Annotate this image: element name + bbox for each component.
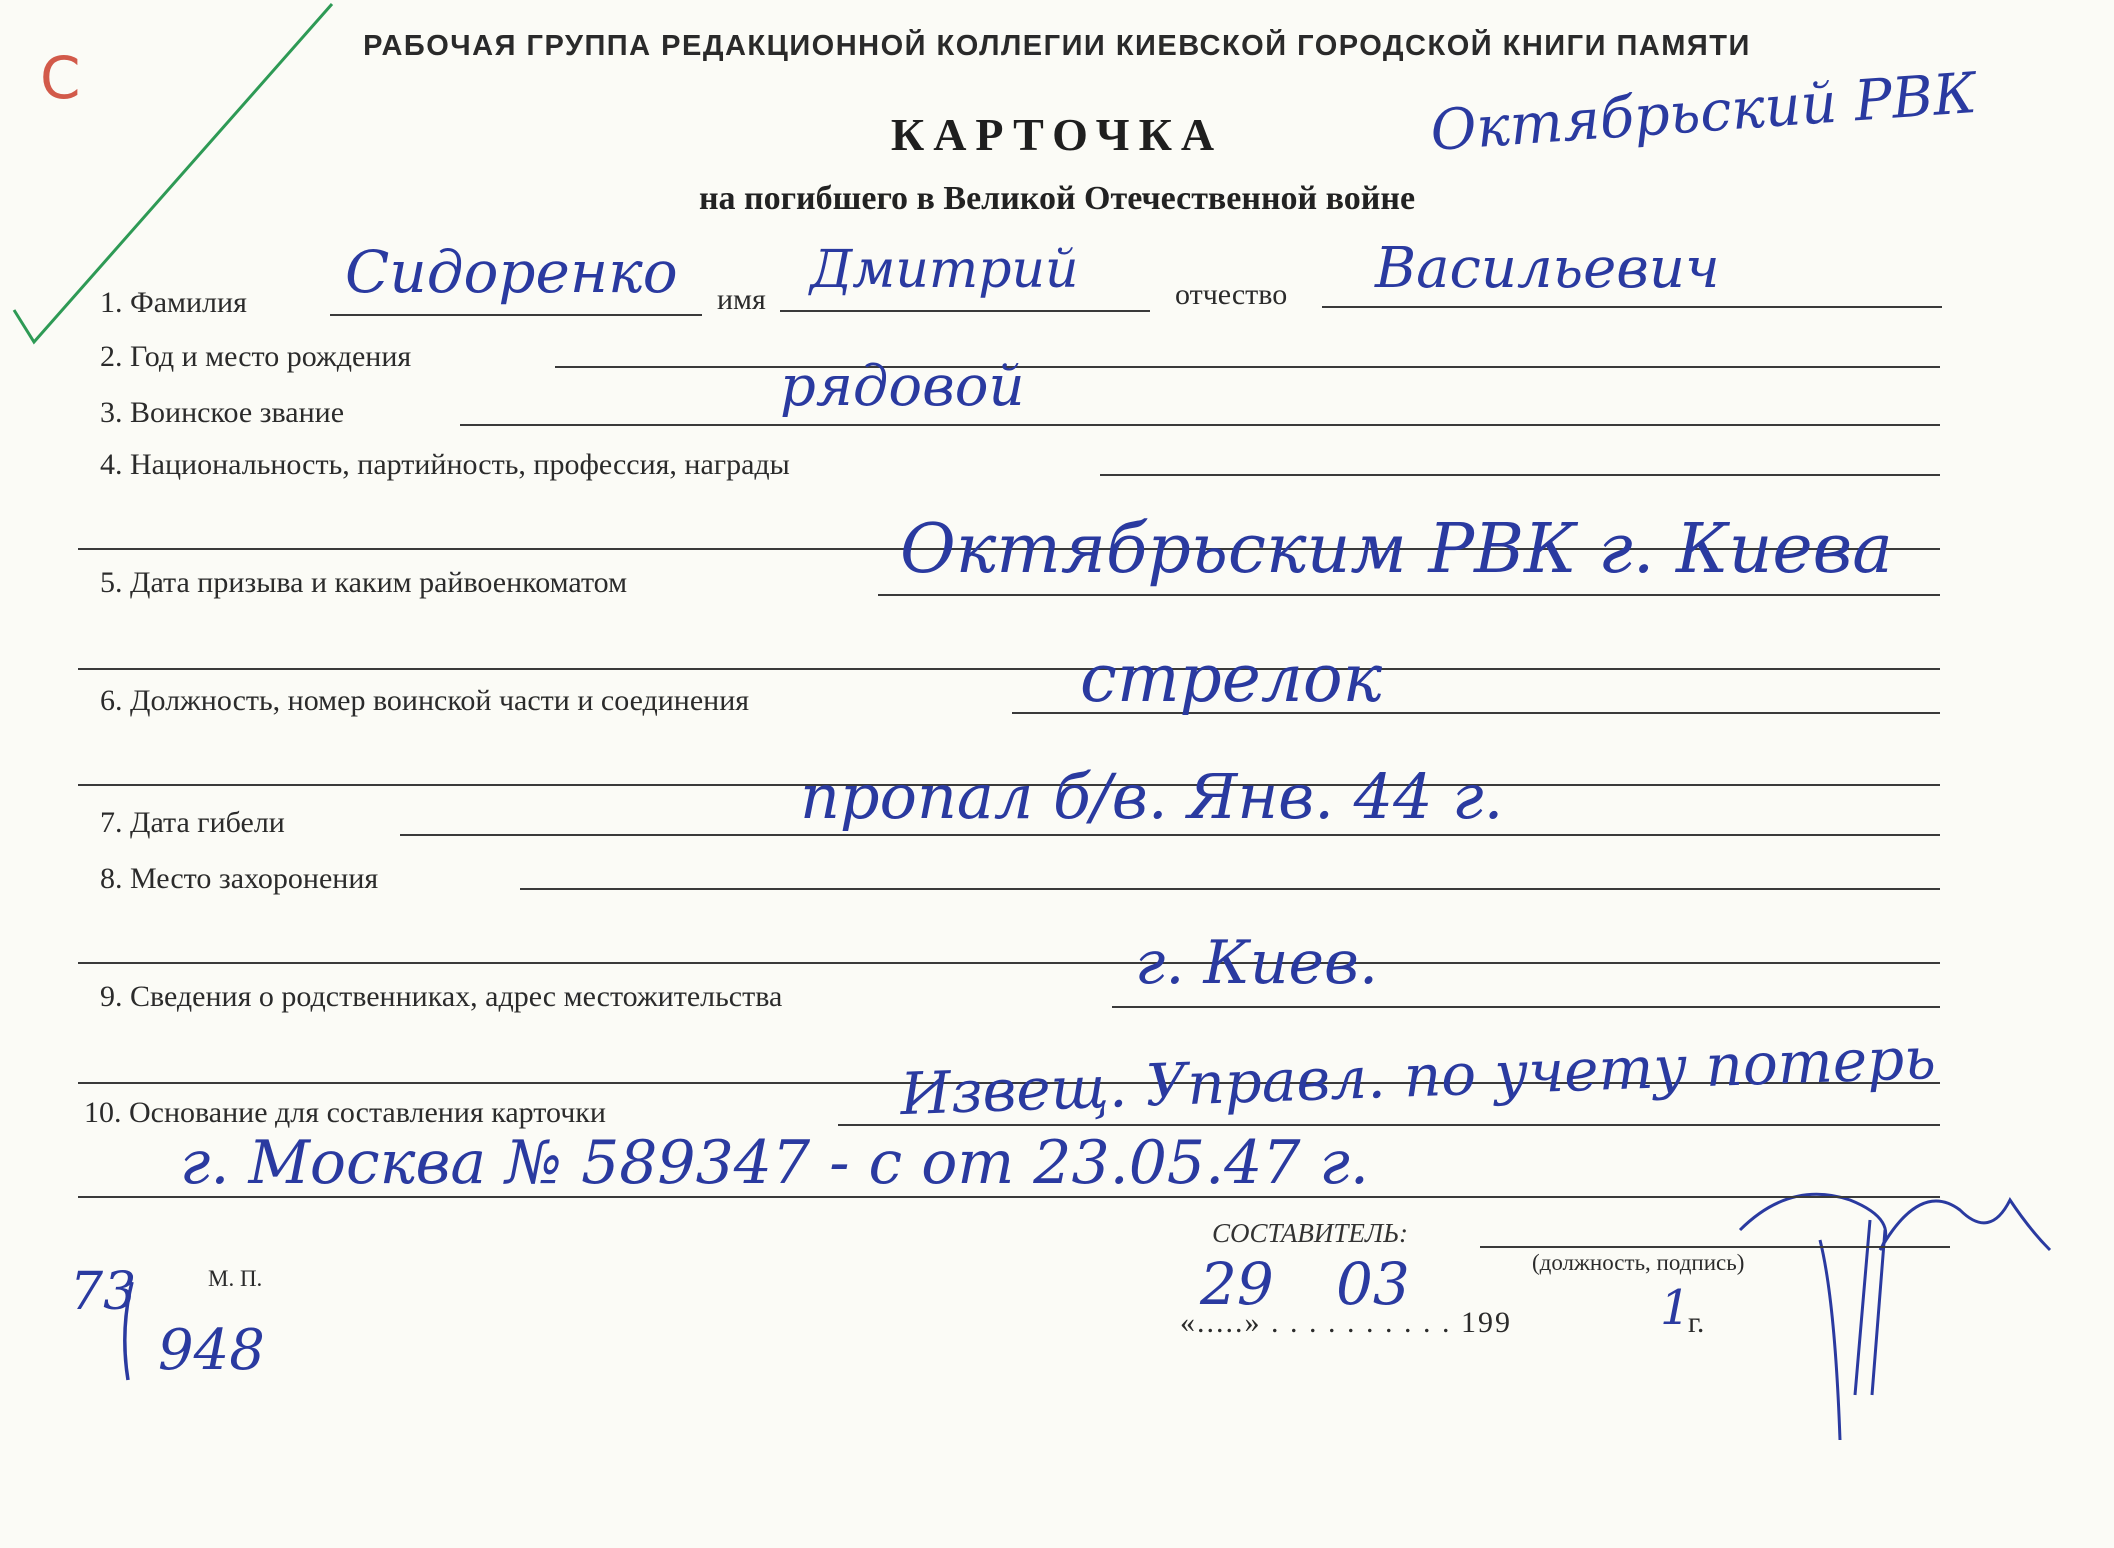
line-rank [460,424,1940,426]
compiler-label: СОСТАВИТЕЛЬ: [1212,1218,1409,1248]
line-name [780,310,1150,312]
date-year-digit: 1 [1660,1280,1691,1336]
value-rank: рядовой [780,354,1025,419]
line-birth [555,366,1940,368]
card-subtitle: на погибшего в Великой Отечественной войне [698,180,1416,217]
value-conscription: Октябрьским РВК г. Киева [900,510,1893,589]
line-patronymic [1322,306,1942,308]
date-day: 29 [1200,1250,1274,1318]
label-name: имя [717,283,766,316]
signature-scribble [1740,1194,2050,1440]
value-surname: Сидоренко [345,238,678,306]
line-burial-extra [78,962,1940,964]
compiler-hint: (должность, подпись) [1532,1250,1745,1275]
label-conscription: 5. Дата призыва и каким райвоенкоматом [100,566,628,599]
line-conscription [878,594,1940,596]
label-birth: 2. Год и место рождения [100,340,412,373]
line-relatives [1112,1006,1940,1008]
case-number-bottom: 948 [158,1318,265,1383]
label-basis: 10. Основание для составления карточки [84,1096,606,1129]
label-death-date: 7. Дата гибели [100,806,285,839]
value-patronymic: Васильевич [1375,236,1720,301]
red-letter-mark: С [40,44,81,112]
line-death-date [400,834,1940,836]
seal-place: М. П. [208,1266,263,1291]
value-basis-line2: г. Москва № 589347 - с от 23.05.47 г. [180,1128,1369,1198]
label-relatives: 9. Сведения о родственниках, адрес местожительства [100,980,783,1013]
district-note: Октябрьский РВК [1428,61,1979,164]
label-nationality: 4. Национальность, партийность, профессия, награды [100,448,790,481]
date-month: 03 [1336,1250,1410,1318]
organization-header: РАБОЧАЯ ГРУППА РЕДАКЦИОННОЙ КОЛЛЕГИИ КИЕВСКОЙ ГОРОДСКОЙ КНИГИ ПАМЯТИ [363,30,1751,62]
value-relatives: г. Киев. [1135,928,1379,998]
label-surname: 1. Фамилия [100,286,247,319]
value-basis-line1: Извещ. Управл. по учету потерь [899,1023,1937,1129]
value-name: Дмитрий [810,240,1079,300]
value-position: стрелок [1080,640,1383,717]
date-template: «.....» . . . . . . . . . . 199 [1180,1306,1512,1339]
date-suffix: г. [1688,1306,1705,1339]
line-surname [330,314,702,316]
label-patronymic: отчество [1175,278,1288,311]
label-rank: 3. Воинское звание [100,396,345,429]
line-burial [520,888,1940,890]
label-burial: 8. Место захоронения [100,862,379,895]
value-death-date: пропал б/в. Янв. 44 г. [800,760,1504,833]
line-conscription-extra [78,668,1940,670]
line-compiler [1480,1246,1950,1248]
case-number-top: 73 [70,1262,137,1322]
label-position: 6. Должность, номер воинской части и соединения [100,684,750,717]
card-title: КАРТОЧКА [890,109,1224,160]
line-nationality [1100,474,1940,476]
line-basis-extra [78,1196,1940,1198]
